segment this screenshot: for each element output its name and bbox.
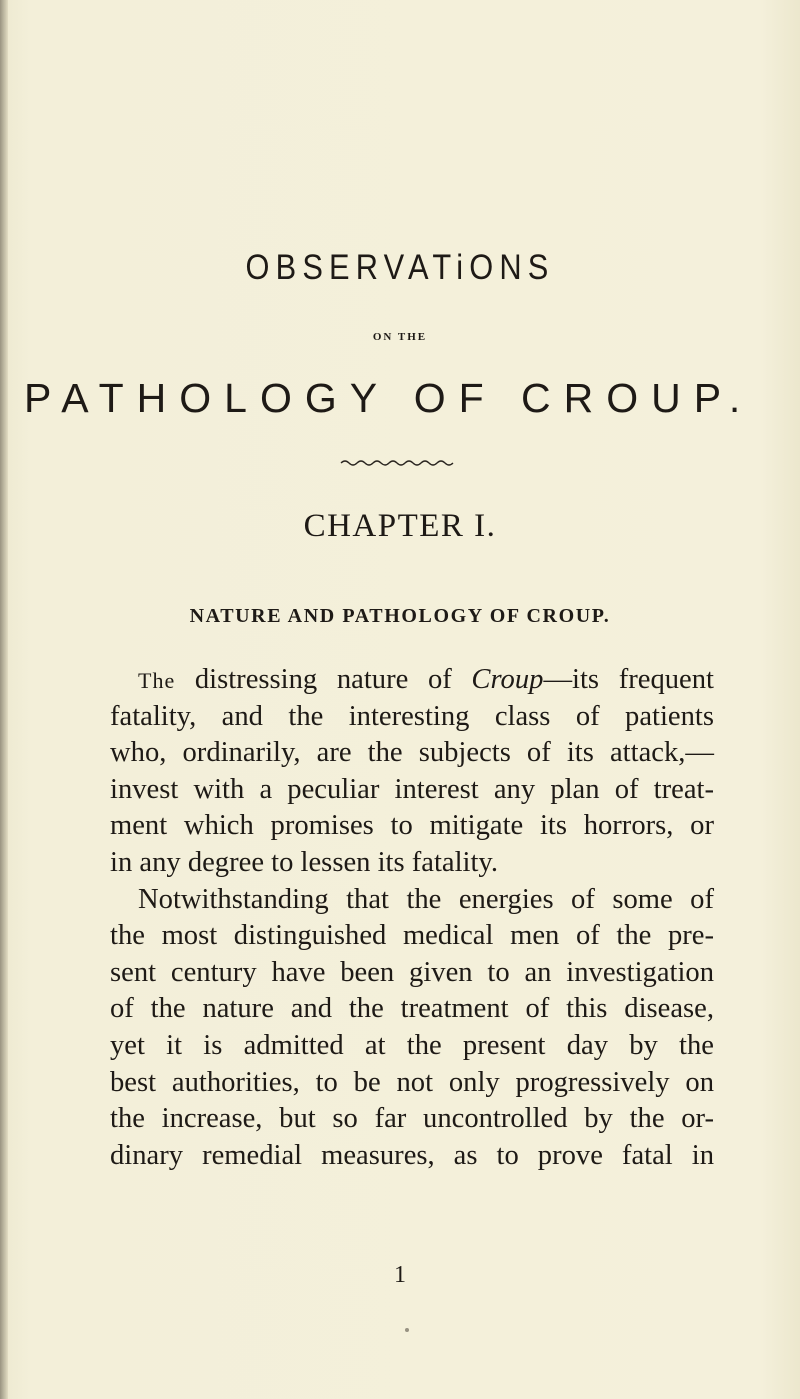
text-line: invest with a peculiar interest any plan of treat- (110, 773, 714, 805)
italic-term: Croup (471, 664, 544, 695)
small-caps-word: The (138, 668, 176, 693)
page-number: 1 (394, 1262, 406, 1288)
body-paragraphs (110, 662, 714, 1174)
text-line: sent century have been given to an investigation (110, 956, 714, 988)
text-line: The distressing nature of Croup—its frequent (138, 664, 714, 695)
page-binding-shadow (0, 0, 8, 1399)
paper-speck (405, 1328, 409, 1332)
text-line: in any degree to lessen its fatality. (110, 846, 499, 878)
text-line: dinary remedial measures, as to prove fatal in (110, 1139, 714, 1171)
text-line: who, ordinarily, are the subjects of its attack,— (110, 737, 714, 769)
section-title: NATURE AND PATHOLOGY OF CROUP. (189, 605, 611, 627)
text-line: of the nature and the treatment of this disease, (110, 993, 714, 1025)
text-line: best authorities, to be not only progressively on (110, 1066, 714, 1098)
text-line: ment which promises to mitigate its horrors, or (110, 810, 714, 842)
text-line: the most distinguished medical men of the pre- (110, 920, 714, 952)
chapter-heading: CHAPTER I. (303, 508, 497, 544)
text-line: fatality, and the interesting class of patients (110, 700, 714, 732)
text-line: Notwithstanding that the energies of some of (138, 883, 714, 915)
title-observations: OBSERVATiONS (245, 248, 555, 287)
text-line: the increase, but so far uncontrolled by the or- (110, 1103, 714, 1135)
main-title: PATHOLOGY OF CROUP. (24, 375, 754, 421)
text-line: yet it is admitted at the present day by the (110, 1029, 714, 1061)
title-on-the: ON THE (372, 331, 428, 343)
wavy-rule-ornament (339, 456, 459, 468)
